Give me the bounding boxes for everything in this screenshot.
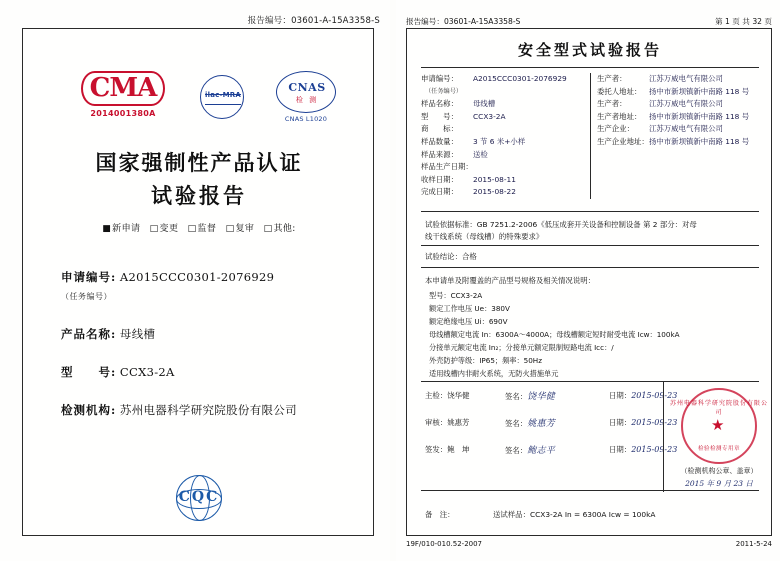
info-received-date-label: 收样日期：	[421, 174, 458, 184]
reviewer-date-value: 2015-09-23	[631, 418, 678, 427]
spec-item-model: 型号：CCX3-2A	[429, 291, 483, 300]
info-sample-source	[421, 149, 586, 162]
info-sample-name	[421, 98, 586, 111]
official-stamp-area	[667, 384, 771, 490]
issuer-role-label: 签发：	[425, 445, 448, 454]
info-producer-address-value: 扬中市新坝镇新中南路 118 号	[649, 111, 750, 121]
cma-number: 2014001380A	[90, 109, 156, 118]
issuer-date-value: 2015-09-23	[631, 445, 678, 454]
checkbox-supervision[interactable]	[188, 224, 217, 234]
info-trademark	[421, 123, 586, 136]
official-stamp-top-text: 苏州电器科学研究院股份有限公司	[669, 400, 768, 416]
checkbox-review-box: □	[225, 224, 235, 234]
info-application-number	[421, 73, 586, 86]
info-client-address-value: 扬中市新坝镇新中南路 118 号	[649, 86, 750, 96]
reviewer-role-label: 审核：	[425, 418, 448, 427]
left-field-list	[61, 269, 361, 424]
info-section-divider	[421, 211, 759, 212]
test-conclusion-label: 试验结论：	[425, 252, 462, 261]
star-icon: ★	[711, 416, 725, 434]
info-sample-source-value: 送检	[473, 149, 488, 159]
chief-inspector-sign-value: 饶华健	[527, 392, 556, 402]
conclusion-divider	[421, 267, 759, 268]
checkbox-review[interactable]	[226, 224, 255, 234]
info-sample-quantity-label: 样品数量：	[421, 136, 458, 146]
spec-item-tap-unit-current: 分接单元额定电流 In₂；分接单元额定限制短路电流 Icc：/	[429, 343, 614, 352]
info-sample-source-label: 样品来源：	[421, 149, 458, 159]
checkbox-new-application-label: 新申请	[112, 224, 141, 234]
checkbox-change-box: □	[149, 224, 159, 234]
issuer-sign-label: 签名：	[505, 446, 528, 455]
signature-table	[421, 381, 768, 491]
info-producer-2	[597, 98, 755, 111]
checkbox-other[interactable]	[264, 224, 296, 234]
spacer-2	[61, 348, 361, 364]
info-producer-2-value: 江苏万威电气有限公司	[649, 99, 723, 109]
chief-inspector-role	[421, 390, 505, 401]
spec-item-protection-rating: 外壳防护等级：IP65；频率：50Hz	[429, 356, 542, 365]
info-producer-1	[597, 73, 755, 86]
info-model-label: 型 号：	[421, 111, 458, 121]
info-sample-quantity-value: 3 节 6 米+小样	[473, 136, 526, 146]
info-producer-1-value: 江苏万威电气有限公司	[649, 74, 723, 83]
right-page-footer	[406, 540, 772, 548]
application-type-checkboxes	[23, 221, 375, 234]
checkbox-change[interactable]	[150, 224, 179, 234]
left-report-number: 报告编号：03601-A-15A3358-S	[247, 16, 380, 26]
specification-heading: 本申请单及附覆盖的产品型号规格及相关情况说明：	[425, 276, 595, 285]
info-completion-date-label: 完成日期：	[421, 187, 458, 197]
page-number: 第 1 页 共 32 页	[715, 17, 772, 26]
field-model-value: CCX3-2A	[119, 365, 175, 379]
ilac-mra-logo	[191, 75, 253, 121]
cnas-chinese-label: 检 测	[295, 96, 319, 104]
info-sample-name-label: 样品名称：	[421, 99, 458, 109]
ilac-circle-icon	[200, 75, 244, 119]
footer-form-number: 19F/010-010.52-2007	[406, 540, 483, 548]
left-title-line-1: 国家强制性产品认证	[95, 150, 303, 175]
field-testing-organization-label: 检测机构:	[61, 403, 117, 417]
field-product-name	[61, 326, 361, 342]
info-manufacturer-label: 生产企业：	[597, 124, 634, 134]
spacer-1	[61, 310, 361, 326]
info-manufacturer	[597, 123, 755, 136]
issuer-sign-value: 鲍志平	[527, 446, 556, 456]
right-page-header	[406, 16, 772, 27]
reviewer-signature	[505, 416, 609, 429]
info-producer-address-label: 生产者地址：	[597, 111, 642, 121]
info-trademark-label: 商 标：	[421, 124, 458, 134]
specification-list	[429, 289, 759, 380]
field-application-number	[61, 269, 361, 285]
field-model-label: 型 号:	[61, 365, 117, 379]
info-model-value: CCX3-2A	[473, 111, 506, 121]
test-conclusion	[425, 251, 477, 262]
issuer-role	[421, 444, 505, 455]
spec-item-fire-note: 适用线槽内非耐火系统，无防火措施单元	[429, 369, 559, 378]
info-completion-date-value: 2015-08-22	[473, 187, 516, 197]
chief-inspector-role-value: 饶华健	[447, 391, 470, 400]
official-stamp-bottom-text: 检验检测专用章	[697, 446, 740, 452]
chief-inspector-sign-label: 签名：	[505, 392, 528, 401]
footer-date: 2011-5-24	[735, 540, 772, 548]
cma-logo	[75, 71, 171, 127]
field-product-name-label: 产品名称:	[61, 327, 117, 341]
field-application-number-label: 申请编号:	[61, 270, 117, 284]
info-task-number-note: （任务编号）	[425, 87, 463, 95]
right-page-frame	[406, 28, 772, 536]
checkbox-review-label: 复审	[235, 224, 255, 234]
checkbox-new-application-box: ■	[102, 224, 112, 234]
field-application-number-value: A2015CCC0301-2076929	[119, 270, 275, 284]
info-model	[421, 111, 586, 124]
chief-inspector-date-value: 2015-09-23	[631, 391, 678, 400]
official-stamp-date: 2015 年 9 月 23 日	[685, 479, 753, 488]
test-standard-line-2: 线干线系统（母线槽）的特殊要求》	[425, 232, 544, 241]
info-received-date	[421, 174, 586, 187]
info-producer-1-label: 生产者：	[597, 74, 627, 83]
cnas-oval-icon	[276, 71, 336, 113]
certification-logos	[23, 65, 375, 135]
test-standard-line-1	[425, 219, 757, 231]
cnas-accreditation-number: CNAS L1020	[284, 115, 328, 123]
reviewer-role	[421, 417, 505, 428]
info-manufacturer-address-value: 扬中市新坝镇新中南路 118 号	[649, 136, 750, 146]
info-producer-2-label: 生产者：	[597, 99, 627, 109]
official-stamp-label: （检测机构公章、盖章）	[680, 467, 758, 475]
issuer-signature	[505, 443, 609, 456]
checkbox-new-application[interactable]	[102, 224, 140, 234]
cnas-logo	[269, 71, 343, 129]
title-divider	[421, 67, 759, 68]
sample-info-left-column	[421, 73, 590, 199]
spec-item-working-voltage: 额定工作电压 Ue：380V	[429, 304, 510, 313]
info-application-number-value: A2015CCC0301-2076929	[473, 74, 567, 83]
cqc-logo-text: CQC	[178, 489, 220, 505]
spec-item-rated-current: 母线槽额定电流 In：6300A～4000A；母线槽额定短时耐受电流 Icw：100kA	[429, 330, 680, 339]
field-testing-organization-value: 苏州电器科学研究院股份有限公司	[119, 403, 297, 417]
info-production-date-label: 样品生产日期：	[421, 162, 473, 172]
cqc-logo	[23, 475, 375, 525]
reviewer-date-label: 日期：	[609, 418, 632, 427]
reviewer-role-value: 姚惠芳	[447, 418, 470, 427]
info-sample-quantity	[421, 136, 586, 149]
spec-item-insulation-voltage: 额定绝缘电压 Ui：690V	[429, 317, 508, 326]
checkbox-supervision-box: □	[187, 224, 197, 234]
info-production-date	[421, 161, 586, 174]
test-standard-text: GB 7251.2-2006《低压成套开关设备和控制设备 第 2 部分：对母	[476, 220, 697, 229]
signature-vertical-divider	[663, 382, 664, 492]
sample-info-right-column	[590, 73, 759, 199]
info-application-number-label: 申请编号：	[421, 74, 458, 83]
info-manufacturer-address-label: 生产企业地址：	[597, 136, 649, 146]
standard-divider	[421, 245, 759, 246]
checkbox-change-label: 变更	[159, 224, 179, 234]
field-model	[61, 364, 361, 380]
chief-inspector-signature	[505, 389, 609, 402]
reviewer-sign-label: 签名：	[505, 419, 528, 428]
info-received-date-value: 2015-08-11	[473, 174, 516, 184]
issuer-date-label: 日期：	[609, 445, 632, 454]
spacer-3	[61, 386, 361, 402]
chief-inspector-date-label: 日期：	[609, 391, 632, 400]
remark-row	[421, 495, 759, 537]
info-client-address	[597, 86, 755, 99]
field-application-number-note: （任务编号）	[61, 292, 112, 301]
checkbox-supervision-label: 监督	[197, 224, 217, 234]
info-manufacturer-address	[597, 136, 755, 149]
info-producer-address	[597, 111, 755, 124]
reviewer-sign-value: 姚惠芳	[527, 419, 556, 429]
remark-label: 备 注：	[425, 510, 455, 519]
test-standard-label: 试验依据标准：	[425, 220, 477, 229]
ilac-logo-text: ilac-MRA	[205, 91, 241, 99]
field-product-name-value: 母线槽	[119, 327, 156, 341]
info-sample-name-value: 母线槽	[473, 99, 496, 109]
left-page-frame	[22, 28, 374, 536]
right-page-title: 安全型式试验报告	[517, 41, 662, 59]
issuer-role-value: 鲍 坤	[447, 445, 470, 454]
cnas-word: CNAS	[288, 81, 326, 94]
right-page	[396, 0, 780, 561]
right-report-number: 报告编号：03601-A-15A3358-S	[406, 17, 521, 26]
chief-inspector-role-label: 主检：	[425, 391, 448, 400]
cma-mark-text: CMA	[81, 71, 166, 106]
field-testing-organization	[61, 402, 361, 418]
test-standard-block	[425, 219, 757, 243]
info-client-address-label: 委托人地址：	[597, 86, 642, 96]
checkbox-other-label: 其他:	[273, 224, 296, 234]
remark-value: 送试样品：CCX3-2A In = 6300A Icw = 100kA	[493, 510, 656, 519]
checkbox-other-box: □	[263, 224, 273, 234]
sample-info-grid	[421, 73, 759, 199]
info-manufacturer-value: 江苏万威电气有限公司	[649, 124, 723, 134]
test-conclusion-value: 合格	[461, 252, 477, 261]
left-title-line-2: 试验报告	[151, 183, 247, 208]
info-completion-date	[421, 186, 586, 199]
